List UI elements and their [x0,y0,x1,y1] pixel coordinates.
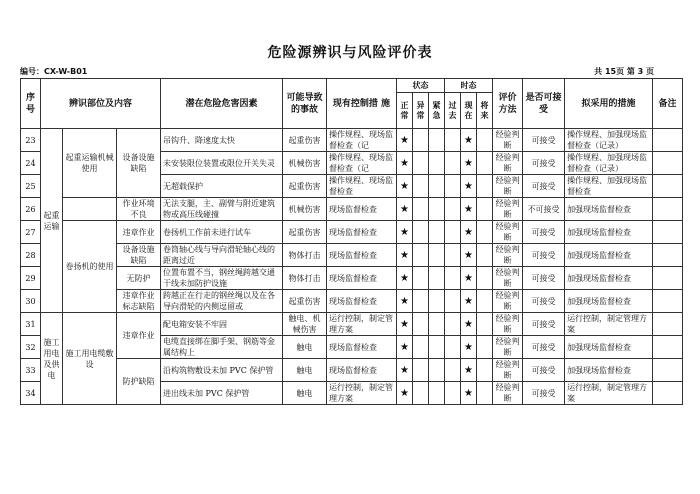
header-measures: 拟采用的措施 [565,79,653,129]
cell-past [445,290,461,313]
cell-abnormal [413,175,429,198]
cell-present: ★ [461,198,477,221]
cell-measures: 运行控制，制定管理方案 [565,382,653,405]
table-row [21,244,683,267]
cell-factor: 电缆直接绑在脚手架、钢筋等金属结构上 [161,336,283,359]
cell-measures: 加强现场监督检查 [565,267,653,290]
subgroup-device-defect-2: 设备设施缺陷 [117,244,161,267]
cell-emergency [429,198,445,221]
cell-emergency [429,129,445,152]
cell-measures: 运行控制，制定管理方案 [565,313,653,336]
cell-past [445,336,461,359]
cell-accident: 机械伤害 [283,152,327,175]
cell-acceptable: 可接受 [523,290,565,313]
cell-no: 23 [21,129,41,152]
cell-present: ★ [461,175,477,198]
header-status-abnormal: 异常 [413,93,429,129]
cell-measures: 加强现场监督检查 [565,198,653,221]
cell-past [445,359,461,382]
cell-present: ★ [461,382,477,405]
cell-future [477,267,493,290]
cell-control: 现场监督检查 [327,336,397,359]
subgroup-violation: 违章作业 [117,221,161,244]
cell-acceptable: 可接受 [523,382,565,405]
cell-future [477,313,493,336]
cell-control: 现场监督检查 [327,290,397,313]
cell-acceptable: 可接受 [523,359,565,382]
cell-acceptable: 可接受 [523,336,565,359]
cell-no: 28 [21,244,41,267]
table-row [21,267,683,290]
cell-factor: 无超载保护 [161,175,283,198]
cell-factor: 沿构筑物敷设未加 PVC 保护管 [161,359,283,382]
cell-present: ★ [461,221,477,244]
header-control: 现有控制措 施 [327,79,397,129]
cell-accident: 机械伤害 [283,198,327,221]
cell-remarks [653,290,683,313]
cell-past [445,244,461,267]
risk-assessment-table [20,78,683,405]
cell-factor: 无法支腿，主、副臂与附近建筑物或高压线碰撞 [161,198,283,221]
cell-present: ★ [461,359,477,382]
header-tense-present: 现在 [461,93,477,129]
cell-emergency [429,175,445,198]
cell-normal: ★ [397,198,413,221]
subgroup-violation-2: 违章作业 [117,313,161,359]
cell-past [445,221,461,244]
cell-acceptable: 可接受 [523,129,565,152]
cell-accident: 触电 [283,336,327,359]
cell-accident: 起重伤害 [283,129,327,152]
table-row [21,221,683,244]
header-acceptable: 是否可接受 [523,79,565,129]
cell-factor: 吊钩升、降速度太快 [161,129,283,152]
subgroup-protect-defect: 防护缺陷 [117,359,161,405]
cell-remarks [653,382,683,405]
cell-accident: 物体打击 [283,267,327,290]
header-status: 状态 [397,79,445,93]
cell-past [445,129,461,152]
group-cable: 施工用电缆敷设 [63,313,117,405]
cell-present: ★ [461,129,477,152]
cell-normal: ★ [397,129,413,152]
cell-emergency [429,313,445,336]
cell-control: 现场监督检查 [327,359,397,382]
cell-future [477,359,493,382]
cell-control: 操作规程、现场监督检查 [327,175,397,198]
cell-abnormal [413,313,429,336]
cell-method: 经验判断 [493,336,523,359]
cell-no: 27 [21,221,41,244]
cell-measures: 操作规程、加强现场监督检查（记录） [565,129,653,152]
header-row [21,79,683,93]
cell-remarks [653,336,683,359]
cell-normal: ★ [397,382,413,405]
header-factor: 潜在危险危害因素 [161,79,283,129]
cell-emergency [429,152,445,175]
cell-control: 现场监督检查 [327,267,397,290]
cell-factor: 进出线未加 PVC 保护管 [161,382,283,405]
cell-method: 经验判断 [493,313,523,336]
cell-measures: 操作规程、加强现场监督检查（记录） [565,152,653,175]
document-code: 编号：CX-W-B01 [20,67,88,76]
cell-past [445,152,461,175]
cell-factor: 卷扬机工作前未进行试车 [161,221,283,244]
page-info: 共 15页 第 3 页 [594,67,654,76]
cell-remarks [653,129,683,152]
cell-abnormal [413,129,429,152]
cell-future [477,382,493,405]
group-power: 施工用电及供电 [41,313,63,405]
table-row [21,129,683,152]
cell-control: 运行控制，制定管理方案 [327,313,397,336]
header-seq: 序号 [21,79,41,129]
cell-remarks [653,244,683,267]
cell-measures: 加强现场监督检查 [565,221,653,244]
header-tense-future: 将来 [477,93,493,129]
cell-remarks [653,198,683,221]
cell-measures: 加强现场监督检查 [565,290,653,313]
cell-emergency [429,244,445,267]
cell-factor: 卷筒轴心线与导向滑轮轴心线的距离过近 [161,244,283,267]
cell-normal: ★ [397,313,413,336]
cell-past [445,175,461,198]
cell-acceptable: 可接受 [523,175,565,198]
cell-no: 31 [21,313,41,336]
group-lifting-machinery: 起重运输机械使用 [63,129,117,198]
cell-future [477,129,493,152]
cell-remarks [653,175,683,198]
cell-abnormal [413,152,429,175]
cell-remarks [653,221,683,244]
cell-emergency [429,267,445,290]
header-status-normal: 正常 [397,93,413,129]
cell-no: 34 [21,382,41,405]
cell-present: ★ [461,313,477,336]
subgroup-sign-defect: 违章作业标志缺陷 [117,290,161,313]
cell-normal: ★ [397,290,413,313]
cell-acceptable: 可接受 [523,313,565,336]
table-row [21,359,683,382]
cell-control: 运行控制，制定管理方案 [327,382,397,405]
cell-acceptable: 可接受 [523,244,565,267]
cell-present: ★ [461,244,477,267]
cell-remarks [653,359,683,382]
group-lifting: 起重运输 [41,129,63,313]
cell-control: 操作规程、现场监督检查（记 [327,152,397,175]
table-row [21,313,683,336]
cell-emergency [429,336,445,359]
cell-accident: 触电、机械伤害 [283,313,327,336]
cell-remarks [653,152,683,175]
cell-past [445,198,461,221]
table-row [21,198,683,221]
cell-method: 经验判断 [493,175,523,198]
cell-no: 29 [21,267,41,290]
header-accident: 可能导致的事故 [283,79,327,129]
header-tense: 时态 [445,79,493,93]
table-row [21,290,683,313]
cell-emergency [429,290,445,313]
cell-remarks [653,313,683,336]
cell-method: 经验判断 [493,152,523,175]
cell-present: ★ [461,290,477,313]
cell-future [477,175,493,198]
cell-normal: ★ [397,175,413,198]
cell-abnormal [413,382,429,405]
cell-present: ★ [461,152,477,175]
cell-normal: ★ [397,267,413,290]
header-method: 评价方法 [493,79,523,129]
cell-empty-location [63,198,117,221]
subgroup-bad-env: 作业环境不良 [117,198,161,221]
cell-measures: 操作规程、加强现场监督检查 [565,175,653,198]
cell-present: ★ [461,336,477,359]
cell-abnormal [413,244,429,267]
cell-no: 30 [21,290,41,313]
cell-acceptable: 不可接受 [523,198,565,221]
cell-method: 经验判断 [493,221,523,244]
header-remarks: 备注 [653,79,683,129]
cell-emergency [429,221,445,244]
cell-accident: 起重伤害 [283,175,327,198]
cell-abnormal [413,198,429,221]
cell-normal: ★ [397,221,413,244]
cell-normal: ★ [397,152,413,175]
cell-factor: 位置布置不当，钢丝绳跨越交通干线未加防护设施 [161,267,283,290]
cell-emergency [429,359,445,382]
cell-accident: 物体打击 [283,244,327,267]
cell-remarks [653,267,683,290]
cell-method: 经验判断 [493,129,523,152]
cell-factor: 配电箱安装不牢固 [161,313,283,336]
cell-accident: 触电 [283,359,327,382]
cell-accident: 触电 [283,382,327,405]
cell-factor: 未安装限位装置或限位开关失灵 [161,152,283,175]
cell-no: 24 [21,152,41,175]
cell-acceptable: 可接受 [523,221,565,244]
cell-measures: 加强现场监督检查 [565,336,653,359]
cell-control: 操作规程、现场监督检查（记 [327,129,397,152]
cell-method: 经验判断 [493,290,523,313]
cell-past [445,267,461,290]
subgroup-device-defect: 设备设施缺陷 [117,129,161,198]
cell-future [477,198,493,221]
cell-method: 经验判断 [493,244,523,267]
cell-emergency [429,382,445,405]
cell-future [477,152,493,175]
cell-normal: ★ [397,244,413,267]
cell-abnormal [413,336,429,359]
group-hoist: 卷扬机的使用 [63,221,117,313]
header-status-emergency: 紧急 [429,93,445,129]
cell-no: 26 [21,198,41,221]
cell-measures: 加强现场监督检查 [565,359,653,382]
cell-control: 现场监督检查 [327,198,397,221]
document-title: 危险源辨识与风险评价表 [267,45,433,61]
cell-future [477,244,493,267]
cell-accident: 起重伤害 [283,290,327,313]
cell-accident: 起重伤害 [283,221,327,244]
cell-abnormal [413,267,429,290]
cell-no: 32 [21,336,41,359]
cell-control: 现场监督检查 [327,221,397,244]
cell-future [477,221,493,244]
cell-future [477,336,493,359]
cell-measures: 加强现场监督检查 [565,244,653,267]
cell-abnormal [413,221,429,244]
cell-method: 经验判断 [493,267,523,290]
cell-past [445,313,461,336]
cell-future [477,290,493,313]
header-tense-past: 过去 [445,93,461,129]
subgroup-no-protect: 无防护 [117,267,161,290]
cell-method: 经验判断 [493,198,523,221]
header-location: 辨识部位及内容 [41,79,161,129]
cell-abnormal [413,359,429,382]
cell-method: 经验判断 [493,382,523,405]
cell-past [445,382,461,405]
cell-normal: ★ [397,359,413,382]
cell-abnormal [413,290,429,313]
cell-acceptable: 可接受 [523,152,565,175]
cell-present: ★ [461,267,477,290]
cell-acceptable: 可接受 [523,267,565,290]
cell-no: 25 [21,175,41,198]
cell-factor: 跨越正在行走的钢丝绳以及在各导向滑轮的内侧逗留或 [161,290,283,313]
cell-control: 现场监督检查 [327,244,397,267]
cell-method: 经验判断 [493,359,523,382]
cell-no: 33 [21,359,41,382]
cell-normal: ★ [397,336,413,359]
